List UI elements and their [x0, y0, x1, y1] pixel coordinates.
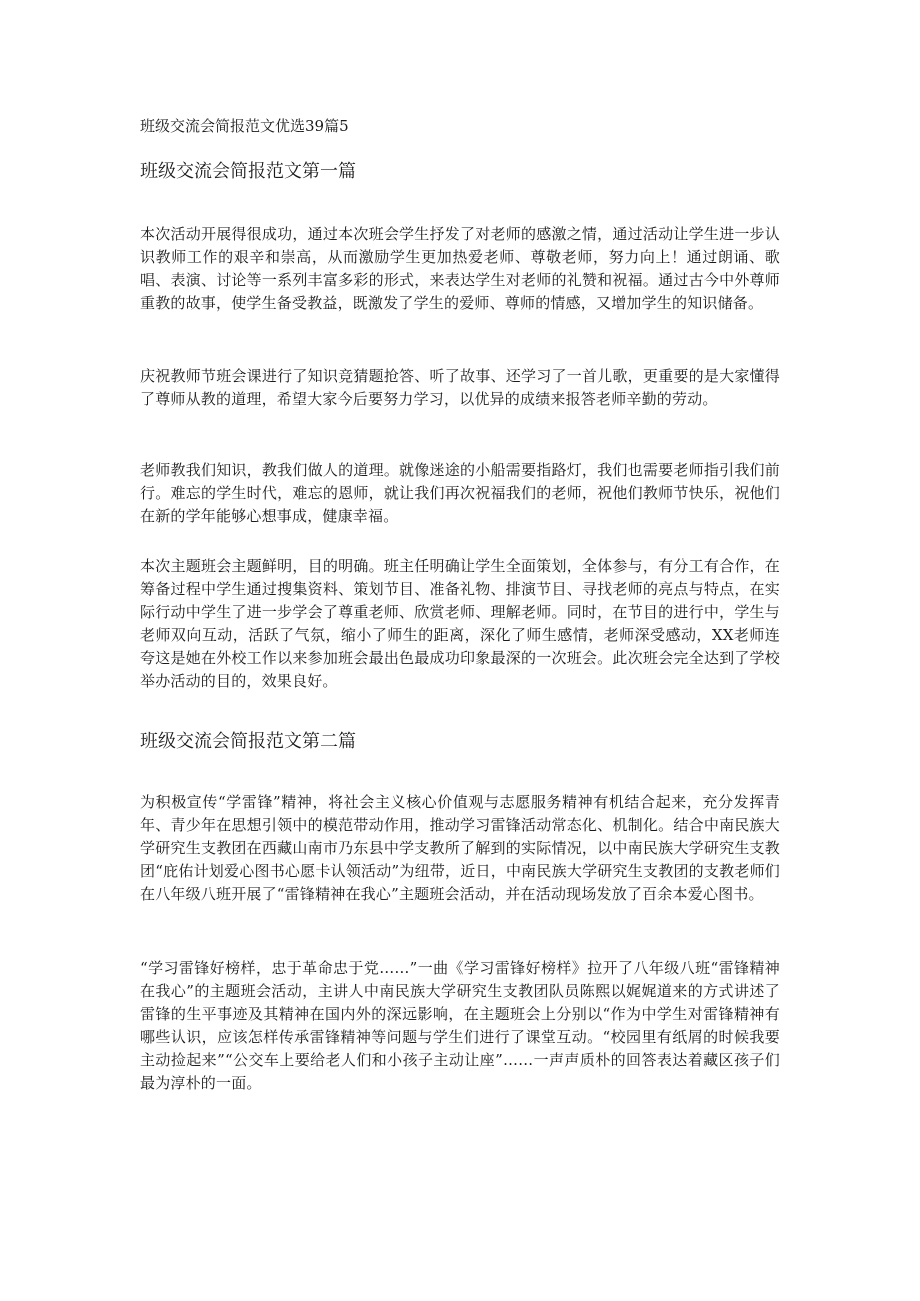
paragraph: 为积极宣传“学雷锋”精神，将社会主义核心价值观与志愿服务精神有机结合起来，充分发挥青年、青少年在思想引领中的模范带动作用，推动学习雷锋活动常态化、机制化。结合中南民族大学研究生支教团在西藏山南市乃东县中学支教所了解到的实际情况，以中南民族大学研究生支教团“庇佑计划爱心图书心愿卡认领活动”为纽带，近日，中南民族大学研究生支教团的支教老师们在八年级八班开展了“雷锋精神在我心”主题班会活动，并在活动现场发放了百余本爱心图书。 — [140, 793, 780, 903]
paragraph: “学习雷锋好榜样，忠于革命忠于党……”一曲《学习雷锋好榜样》拉开了八年级八班“雷锋精神在我心”的主题班会活动，主讲人中南民族大学研究生支教团队员陈熙以娓娓道来的方式讲述了雷锋的生平事迹及其精神在国内外的深远影响，在主题班会上分别以“作为中学生对雷锋精神有哪些认识，应该怎样传承雷锋精神等问题与学生们进行了课堂互动。“校园里有纸屑的时候我要主动捡起来”“公交车上要给老人们和小孩子主动让座”……一声声质朴的回答表达着藏区孩子们最为淳朴的一面。 — [140, 959, 780, 1092]
document-title: 班级交流会简报范文优选39篇5 — [140, 117, 349, 135]
paragraph: 庆祝教师节班会课进行了知识竞猜题抢答、听了故事、还学习了一首儿歌，更重要的是大家懂得了尊师从教的道理，希望大家今后要努力学习，以优异的成绩来报答老师辛勤的劳动。 — [140, 367, 780, 408]
paragraph: 本次活动开展得很成功，通过本次班会学生抒发了对老师的感激之情，通过活动让学生进一步认识教师工作的艰辛和崇高，从而激励学生更加热爱老师、尊敬老师，努力向上！通过朗诵、歌唱、表演、讨论等一系列丰富多彩的形式，来表达学生对老师的礼赞和祝福。通过古今中外尊师重教的故事，使学生备受教益，既激发了学生的爱师、尊师的情感，又增加学生的知识储备。 — [140, 225, 780, 312]
paragraph: 老师教我们知识，教我们做人的道理。就像迷途的小船需要指路灯，我们也需要老师指引我们前行。难忘的学生时代，难忘的恩师，就让我们再次祝福我们的老师，祝他们教师节快乐，祝他们在新的学年能够心想事成，健康幸福。 — [140, 461, 780, 525]
paragraph: 本次主题班会主题鲜明，目的明确。班主任明确让学生全面策划，全体参与，有分工有合作，在筹备过程中学生通过搜集资料、策划节目、准备礼物、排演节目、寻找老师的亮点与特点，在实际行动中学生了进一步学会了尊重老师、欣赏老师、理解老师。同时，在节目的进行中，学生与老师双向互动，活跃了气氛，缩小了师生的距离，深化了师生感情，老师深受感动，XX老师连夸这是她在外校工作以来参加班会最出色最成功印象最深的一次班会。此次班会完全达到了学校举办活动的目的，效果良好。 — [140, 557, 780, 690]
section-heading-1: 班级交流会简报范文第一篇 — [140, 161, 356, 182]
section-heading-2: 班级交流会简报范文第二篇 — [140, 731, 356, 752]
